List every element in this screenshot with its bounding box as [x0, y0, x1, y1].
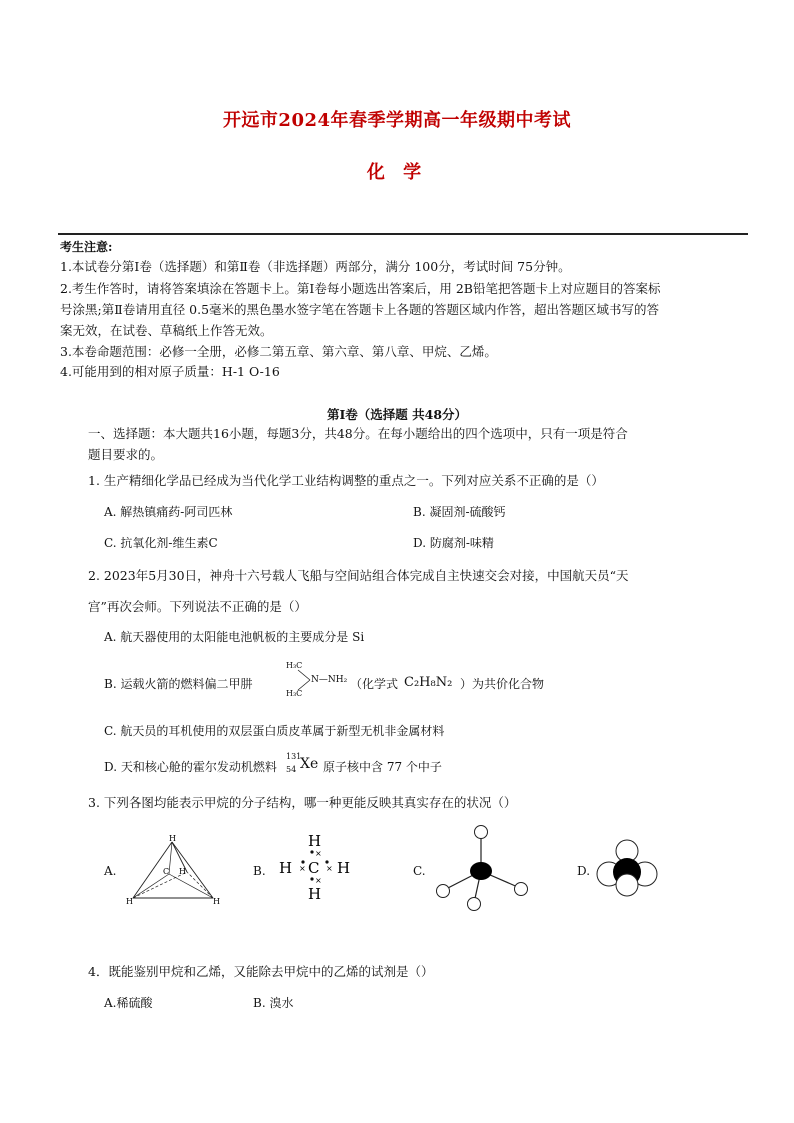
- question-2-stem: 宫”再次会师。下列说法不正确的是（）: [88, 599, 307, 614]
- question-2-option-b: B. 运载火箭的燃料偏二甲肼: [104, 677, 253, 691]
- notice-line: 4.可能用到的相对原子质量：H-1 O-16: [60, 364, 280, 379]
- question-2-option-b-formula-label: （化学式: [350, 677, 399, 691]
- question-1-option-d: D. 防腐剂-味精: [413, 536, 494, 550]
- question-4-option-b: B. 溴水: [253, 996, 294, 1010]
- notice-line: 号涂黑;第Ⅱ卷请用直径 0.5毫米的黑色墨水签字笔在答题卡上各题的答题区域内作答，超出答题区域书写的答: [60, 302, 660, 317]
- notice-heading: 考生注意:: [60, 240, 113, 254]
- question-4-option-a: A.稀硫酸: [104, 996, 153, 1010]
- methane-electron-dot-diagram: [275, 832, 355, 904]
- svg-text:H: H: [308, 885, 322, 903]
- svg-text:H: H: [126, 897, 133, 906]
- xenon-mass-number: 131: [286, 752, 302, 761]
- question-1-option-b: B. 凝固剂-硫酸钙: [413, 505, 506, 519]
- svg-text:H: H: [279, 859, 293, 877]
- dimethylhydrazine-nnh2: N—NH₂: [311, 675, 348, 685]
- svg-text:C: C: [308, 859, 320, 877]
- svg-text:H: H: [179, 867, 186, 876]
- question-4-stem: 4．既能鉴别甲烷和乙烯，又能除去甲烷中的乙烯的试剂是（）: [88, 964, 434, 979]
- question-1-option-a: A. 解热镇痛药-阿司匹林: [104, 505, 233, 519]
- notice-line: 案无效，在试卷、草稿纸上作答无效。: [60, 323, 273, 338]
- dimethylhydrazine-ch3-top: H₃C: [286, 661, 303, 670]
- question-2-option-d-end: 原子核中含 77 个中子: [323, 760, 442, 774]
- question-2-option-b-formula: C₂H₈N₂: [404, 675, 453, 690]
- xenon-atomic-number: 54: [286, 765, 297, 774]
- subject-title: 化 学: [366, 162, 428, 183]
- svg-text:H: H: [213, 897, 220, 906]
- section-intro: 题目要求的。: [88, 447, 164, 462]
- svg-text:×: ×: [315, 876, 322, 885]
- svg-text:×: ×: [326, 864, 333, 873]
- notice-line: 2.考生作答时，请将答案填涂在答题卡上。第Ⅰ卷每小题选出答案后，用 2B铅笔把答题卡上对应题目的答案标: [60, 281, 661, 296]
- section-intro: 一、选择题：本大题共16小题，每题3分，共48分。在每小题给出的四个选项中，只有一项是符合: [88, 426, 628, 441]
- svg-text:×: ×: [299, 864, 306, 873]
- methane-space-filling-diagram: [596, 838, 658, 898]
- svg-text:H: H: [308, 832, 322, 850]
- svg-text:×: ×: [315, 849, 322, 858]
- notice-line: 1.本试卷分第Ⅰ卷（选择题）和第Ⅱ卷（非选择题）两部分，满分 100分，考试时间 75分钟。: [60, 259, 571, 274]
- question-2-stem: 2. 2023年5月30日，神舟十六号载人飞船与空间站组合体完成自主快速交会对接，中国航天员“天: [88, 568, 629, 583]
- question-2-option-b-end: ）为共价化合物: [460, 677, 545, 691]
- divider-line: [58, 233, 748, 235]
- svg-text:H: H: [169, 834, 176, 843]
- methane-ball-and-stick-diagram: [432, 822, 532, 912]
- methane-tetrahedron-diagram: [125, 832, 225, 906]
- section-title: 第Ⅰ卷（选择题 共48分）: [326, 407, 468, 422]
- question-3-option-d: D.: [577, 864, 591, 878]
- question-1-option-c: C. 抗氧化剂-维生素C: [104, 536, 218, 550]
- notice-line: 3.本卷命题范围：必修一全册，必修二第五章、第六章、第八章、甲烷、乙烯。: [60, 344, 497, 359]
- exam-title: 开远市2024年春季学期高一年级期中考试: [222, 110, 572, 131]
- svg-text:C: C: [163, 867, 170, 876]
- question-3-stem: 3. 下列各图均能表示甲烷的分子结构，哪一种更能反映其真实存在的状况（）: [88, 795, 517, 810]
- question-2-option-a: A. 航天器使用的太阳能电池帆板的主要成分是 Si: [104, 630, 365, 644]
- xenon-symbol: Xe: [300, 756, 319, 772]
- question-2-option-d: D. 天和核心舱的霍尔发动机燃料: [104, 760, 277, 774]
- question-1-stem: 1. 生产精细化学品已经成为当代化学工业结构调整的重点之一。下列对应关系不正确的是（）: [88, 473, 604, 488]
- svg-text:H: H: [337, 859, 351, 877]
- question-3-option-a: A.: [104, 864, 117, 878]
- question-2-option-c: C. 航天员的耳机使用的双层蛋白质皮革属于新型无机非金属材料: [104, 724, 445, 738]
- question-3-option-b: B.: [253, 864, 266, 878]
- dimethylhydrazine-ch3-bottom: H₃C: [286, 689, 303, 698]
- question-3-option-c: C.: [413, 864, 426, 878]
- dimethylhydrazine-bonds: [296, 668, 312, 692]
